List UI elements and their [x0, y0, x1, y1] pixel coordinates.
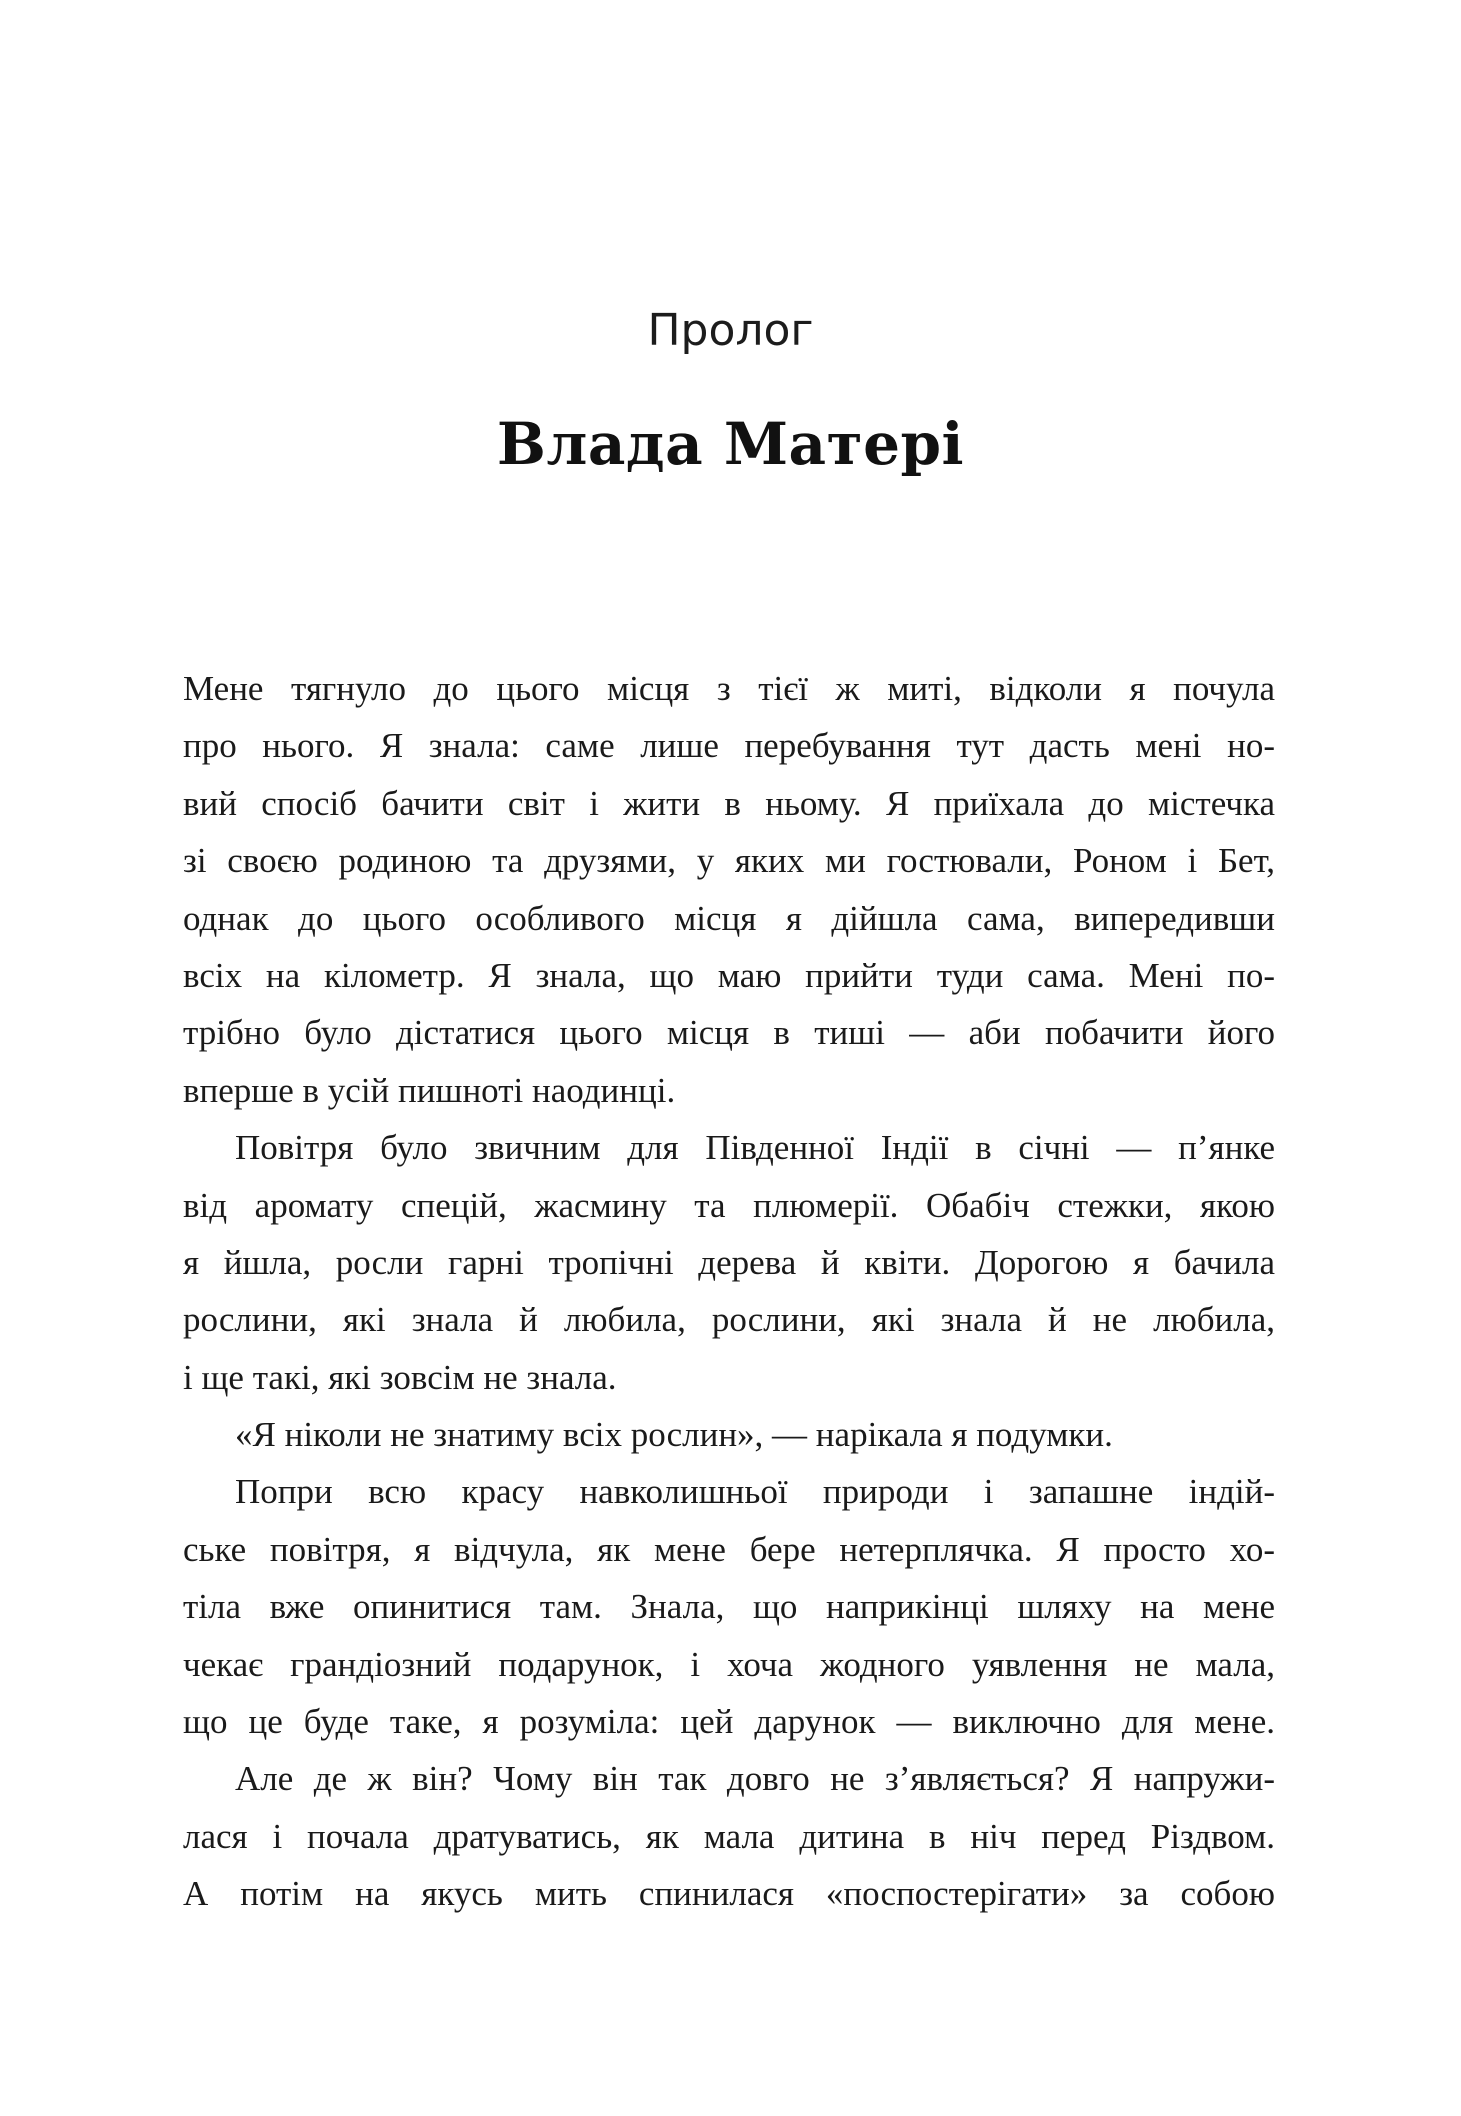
text-line: Мене тягнуло до цього місця з тієї ж миті, відколи я почула: [183, 669, 1275, 708]
text-line: «Я ніколи не знатиму всіх рослин», — нарікала я подумки.: [235, 1415, 1113, 1455]
text-line: зі своєю родиною та друзями, у яких ми гостювали, Роном і Бет,: [183, 841, 1275, 881]
chapter-label: Пролог: [647, 305, 814, 356]
text-line: трібно було дістатися цього місця в тиші — аби побачити його: [183, 1013, 1275, 1053]
text-line: я йшла, росли гарні тропічні дерева й квіти. Дорогою я бачила: [183, 1242, 1275, 1282]
text-line: від аромату спецій, жасмину та плюмерії. Обабіч стежки, якою: [183, 1185, 1275, 1225]
text-line: А потім на якусь мить спинилася «поспостерігати» за собою: [183, 1874, 1275, 1914]
text-line: Попри всю красу навколишньої природи і запашне індій-: [235, 1472, 1275, 1512]
text-line: всіх на кілометр. Я знала, що маю прийти туди сама. Мені по-: [183, 955, 1275, 995]
text-line: однак до цього особливого місця я дійшла сама, випередивши: [183, 898, 1275, 938]
text-line: ське повітря, я відчула, як мене бере нетерплячка. Я просто хо-: [183, 1529, 1275, 1569]
text-line: Але де ж він? Чому він так довго не з’являється? Я напружи-: [235, 1759, 1275, 1799]
text-line: і ще такі, які зовсім не знала.: [183, 1357, 617, 1397]
text-line: чекає грандіозний подарунок, і хоча жодного уявлення не мала,: [183, 1644, 1275, 1684]
text-line: що це буде таке, я розуміла: цей дарунок — виключно для мене.: [183, 1702, 1275, 1742]
text-line: вперше в усій пишноті наодинці.: [183, 1070, 676, 1110]
text-line: рослини, які знала й любила, рослини, які знала й не любила,: [183, 1300, 1275, 1340]
text-line: лася і почала дратуватись, як мала дитина в ніч перед Різдвом.: [183, 1816, 1275, 1856]
chapter-title: Влада Матері: [496, 410, 965, 478]
text-line: тіла вже опинитися там. Знала, що наприкінці шляху на мене: [183, 1587, 1275, 1627]
text-line: Повітря було звичним для Південної Індії в січні — п’янке: [235, 1128, 1275, 1168]
text-line: про нього. Я знала: саме лише перебування тут дасть мені но-: [183, 726, 1275, 766]
body-text: [183, 660, 1275, 1923]
text-line: вий спосіб бачити світ і жити в ньому. Я приїхала до містечка: [183, 783, 1275, 823]
